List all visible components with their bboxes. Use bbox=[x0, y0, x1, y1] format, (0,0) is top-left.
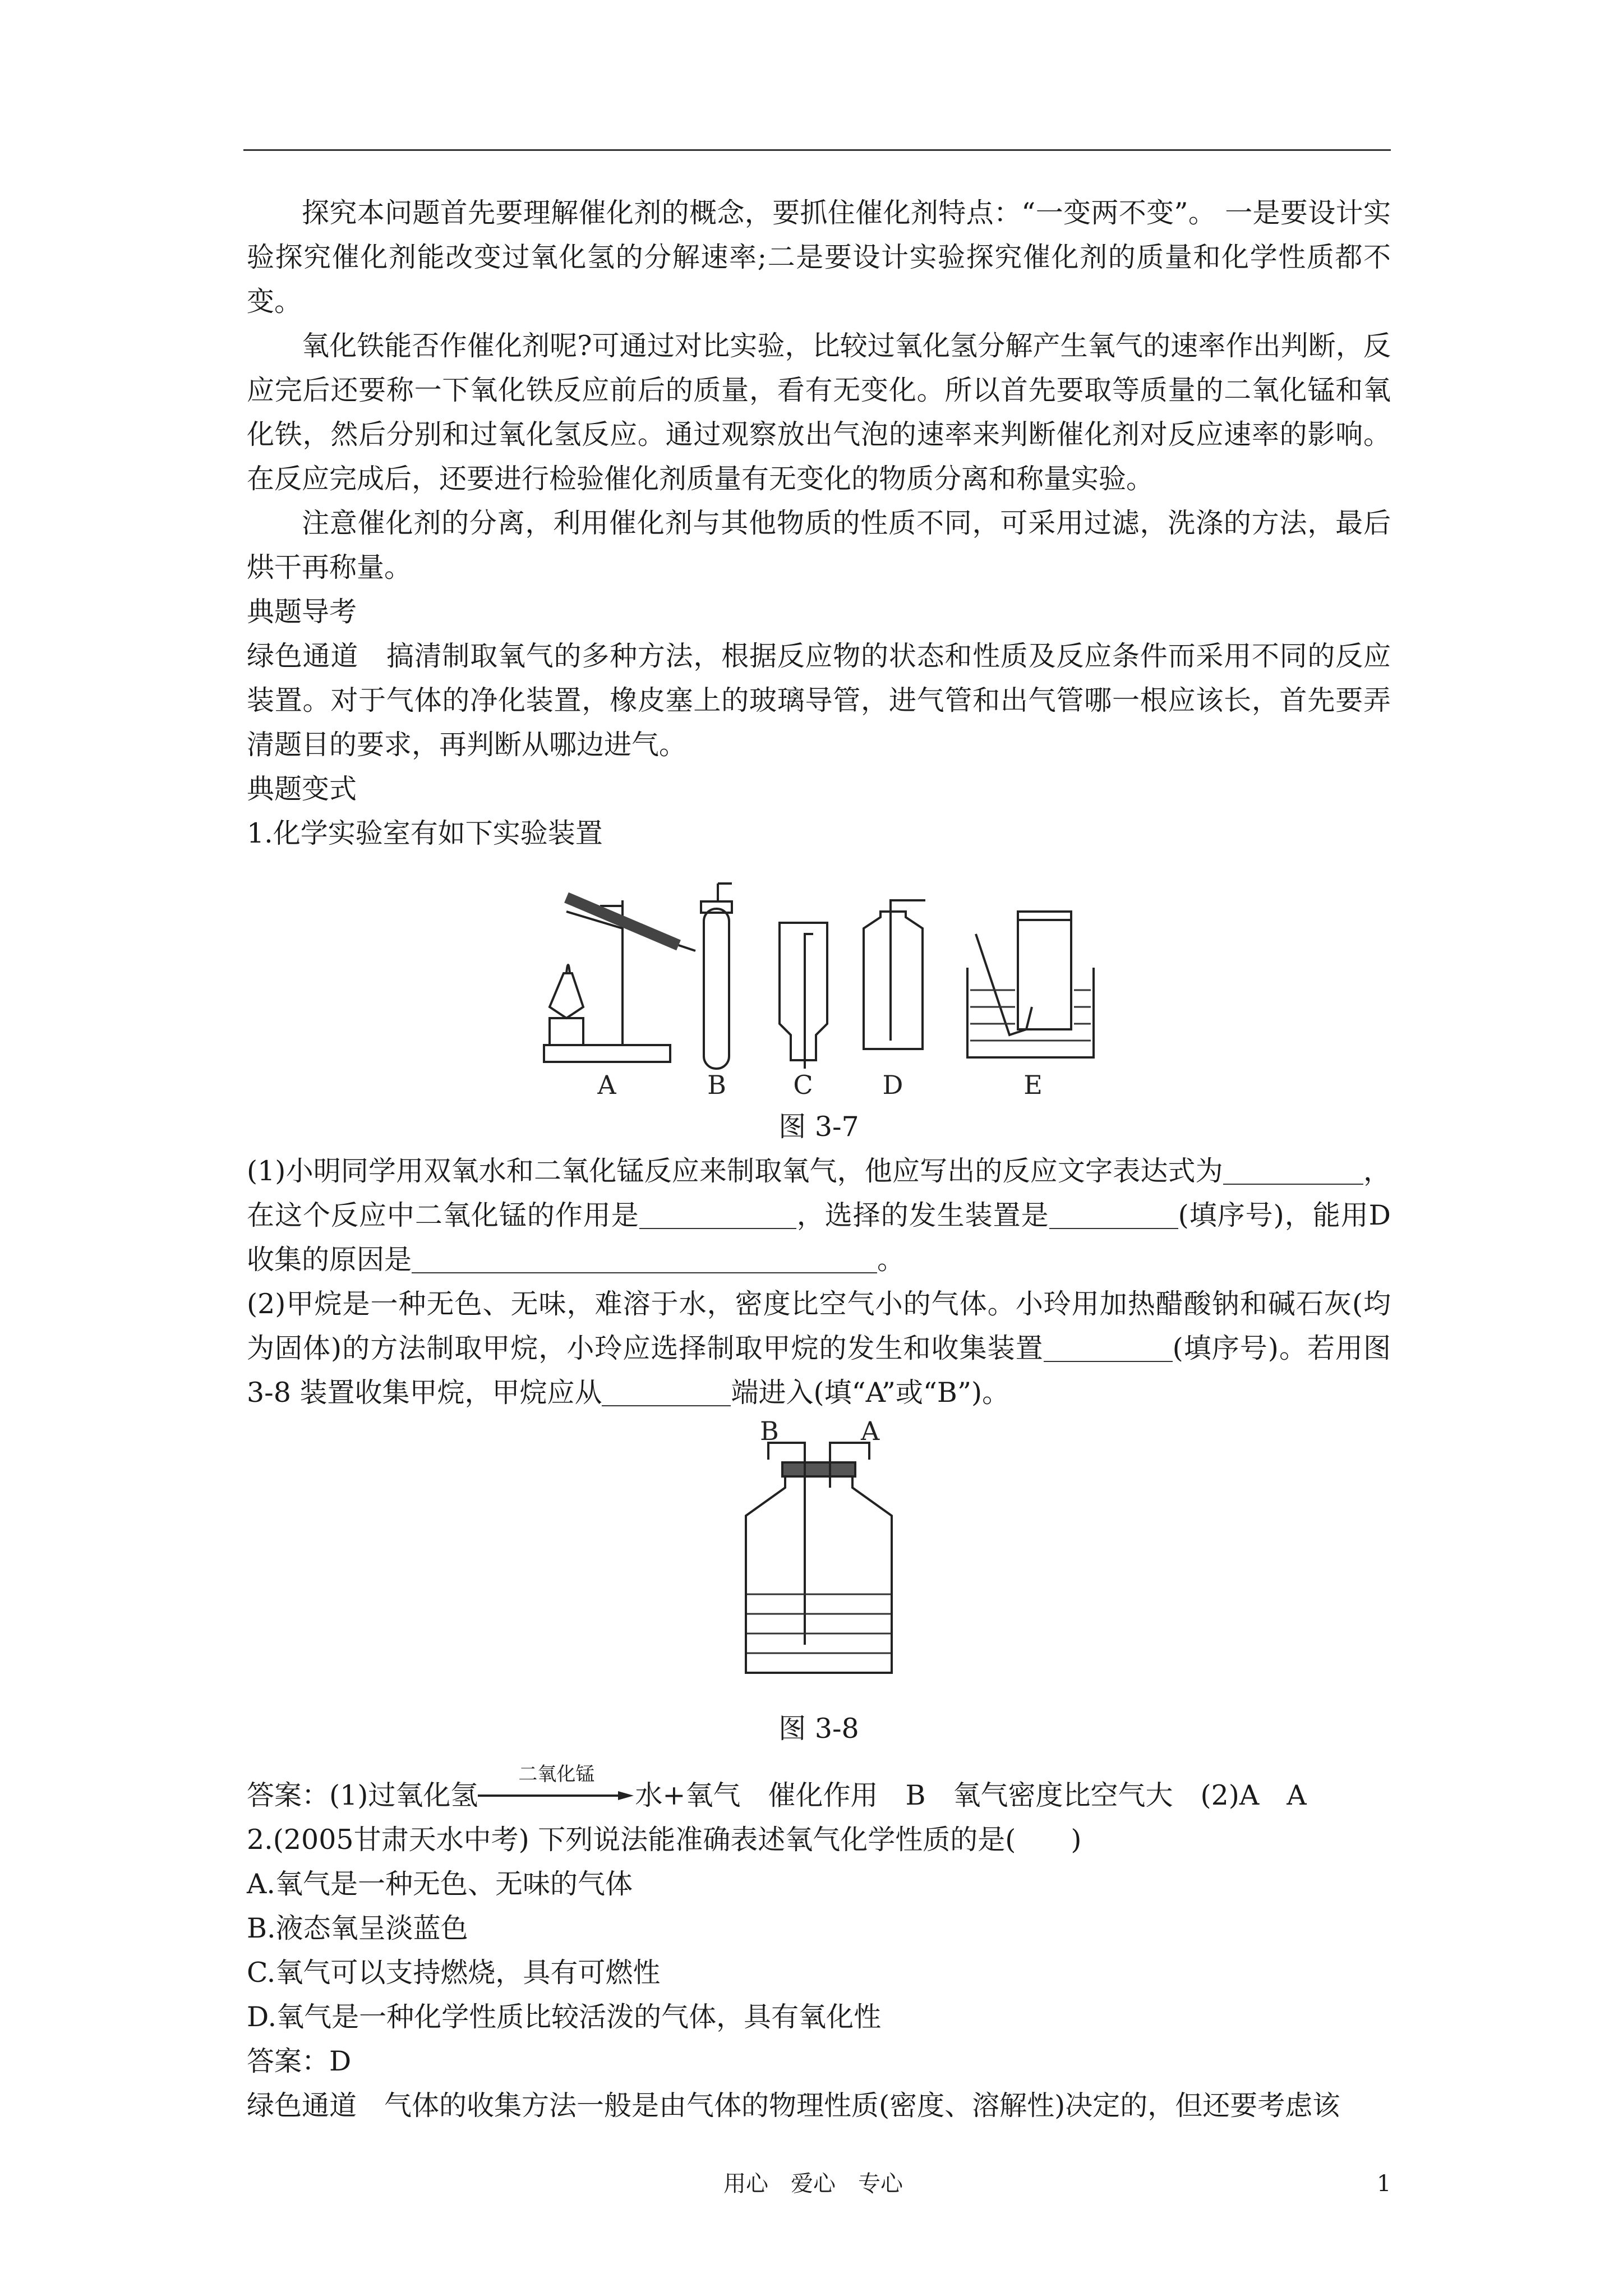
blank-role bbox=[639, 1200, 796, 1229]
footer-motto: 用心 爱心 专心 bbox=[723, 2171, 903, 2197]
page-content bbox=[247, 191, 1391, 2128]
test-tube-b bbox=[704, 909, 729, 1069]
option-c: C.氧气可以支持燃烧，具有可燃性 bbox=[247, 1957, 661, 1989]
question-1-part-2: (2)甲烷是一种无色、无味，难溶于水，密度比空气小的气体。小玲用加热醋酸钠和碱石灰(均为固体)的方法制取甲烷，小玲应选择制取甲烷的发生和收集装置 (填序号)。若用图 3-8 装置收集甲烷，甲烷应从 端进入(填“A”或“B”)。 bbox=[247, 1288, 1391, 1409]
option-d: D.氧气是一种化学性质比较活泼的气体，具有氧化性 bbox=[247, 2001, 882, 2033]
label-e: E bbox=[1023, 1070, 1043, 1097]
answer-1: 答案：(1)过氧化氢 二氧化锰 水+氧气 催化作用 B 氧气密度比空气大 (2)A A bbox=[247, 1763, 1307, 1811]
option-a: A.氧气是一种无色、无味的气体 bbox=[247, 1868, 633, 1900]
label-b-end: B bbox=[760, 1420, 779, 1446]
header-rule bbox=[243, 149, 1391, 151]
figure-3-7 bbox=[510, 867, 1127, 1097]
blank-expression bbox=[1223, 1156, 1363, 1185]
label-b: B bbox=[707, 1070, 726, 1097]
bottle-c bbox=[780, 923, 827, 1060]
heading-typical-guide: 典题导考 bbox=[247, 596, 357, 628]
label-d: D bbox=[882, 1070, 903, 1097]
blank-inlet-end bbox=[602, 1377, 731, 1406]
paragraph-green-channel-2: 绿色通道 气体的收集方法一般是由气体的物理性质(密度、溶解性)决定的，但还要考虑该 bbox=[247, 2090, 1340, 2122]
heading-typical-variant: 典题变式 bbox=[247, 773, 357, 805]
alcohol-lamp bbox=[550, 973, 583, 1018]
paragraph-green-channel-1: 绿色通道 搞清制取氧气的多种方法，根据反应物的状态和性质及反应条件而采用不同的反应装置。对于气体的净化装置，橡皮塞上的玻璃导管，进气管和出气管哪一根应该长，首先要弄清题目的要求，再判断从哪边进气。 bbox=[247, 640, 1391, 761]
blank-reason bbox=[412, 1244, 877, 1273]
question-2: 2.(2005甘肃天水中考) 下列说法能准确表述氧气化学性质的是( ) bbox=[247, 1824, 1082, 1856]
figure-3-8 bbox=[729, 1420, 909, 1701]
figure-3-7-caption: 图 3-7 bbox=[778, 1111, 859, 1143]
stand-base bbox=[544, 1045, 670, 1062]
page-number: 1 bbox=[1377, 2171, 1391, 2197]
label-a-end: A bbox=[861, 1420, 880, 1446]
paragraph-iron-oxide: 氧化铁能否作催化剂呢?可通过对比实验，比较过氧化氢分解产生氧气的速率作出判断，反应完后还要称一下氧化铁反应前后的质量，看有无变化。所以首先要取等质量的二氧化锰和氧化铁，然后分别和过氧化氢反应。通过观察放出气泡的速率来判断催化剂对反应速率的影响。在反应完成后，还要进行检验催化剂质量有无变化的物质分离和称量实验。 bbox=[247, 330, 1391, 495]
figure-3-8-caption: 图 3-8 bbox=[778, 1713, 859, 1745]
reaction-condition: 二氧化锰 bbox=[518, 1763, 595, 1786]
bottle-body bbox=[746, 1476, 892, 1673]
answer-2: 答案：D bbox=[247, 2045, 352, 2077]
gas-jar-e bbox=[1018, 912, 1071, 1029]
question-1-part-1: (1)小明同学用双氧水和二氧化锰反应来制取氧气，他应写出的反应文字表达式为 ，在这个反应中二氧化锰的作用是 ，选择的发生装置是 (填序号)，能用D收集的原因是 。 bbox=[247, 1155, 1391, 1276]
apparatus-drawing bbox=[510, 867, 1127, 1097]
label-a: A bbox=[597, 1070, 616, 1097]
reaction-arrow bbox=[478, 1763, 635, 1807]
paragraph-separation: 注意催化剂的分离，利用催化剂与其他物质的性质不同，可采用过滤，洗涤的方法，最后烘干再称量。 bbox=[247, 507, 1391, 583]
gas-bottle-drawing bbox=[729, 1420, 909, 1701]
blank-generator bbox=[1049, 1200, 1178, 1229]
label-c: C bbox=[793, 1070, 813, 1097]
option-b: B.液态氧呈淡蓝色 bbox=[247, 1912, 468, 1944]
blank-methane-devices bbox=[1044, 1333, 1173, 1362]
bottle-d bbox=[864, 912, 923, 1049]
question-1: 1.化学实验室有如下实验装置 bbox=[247, 817, 603, 849]
paragraph-catalyst-concept: 探究本问题首先要理解催化剂的概念，要抓住催化剂特点：“一变两不变”。 一是要设计实验探究催化剂能改变过氧化氢的分解速率;二是要设计实验探究催化剂的质量和化学性质都不变。 bbox=[247, 197, 1391, 318]
